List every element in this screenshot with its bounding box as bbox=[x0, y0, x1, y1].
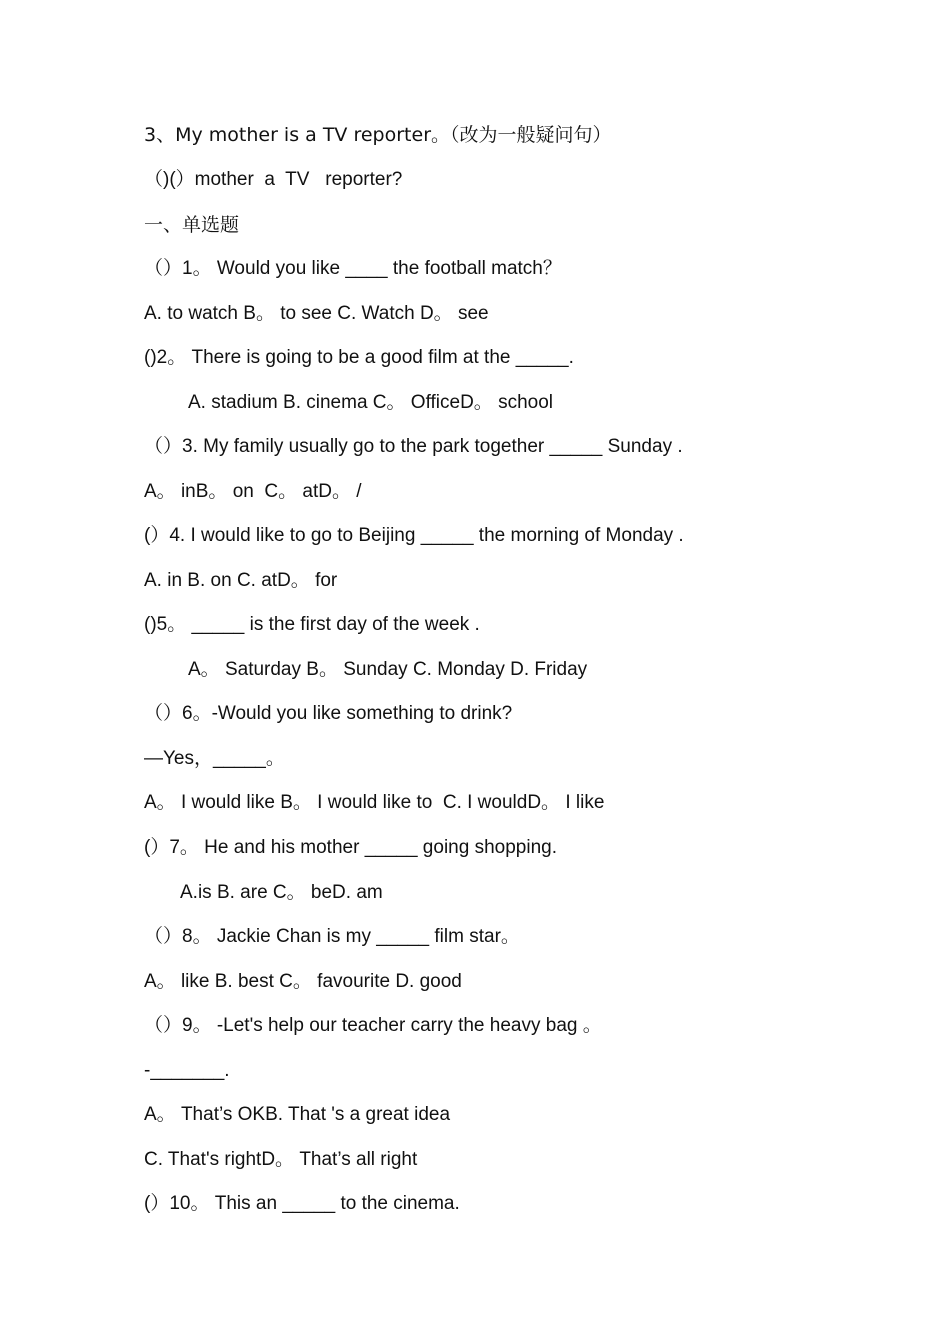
question-8-options: A。 like B. best C。 favourite D. good bbox=[144, 971, 462, 992]
question-9-dialog: -_______. bbox=[144, 1060, 230, 1081]
question-4-options: A. in B. on C. atD。 for bbox=[144, 570, 338, 591]
question-4: (）4. I would like to go to Beijing _____ the morning of Monday . bbox=[144, 525, 684, 546]
question-2: ()2。 There is going to be a good film at the _____. bbox=[144, 347, 574, 368]
question-9-options-ab: A。 That’s OKB. That 's a great idea bbox=[144, 1104, 451, 1125]
question-5-options: A。 Saturday B。 Sunday C. Monday D. Friday bbox=[188, 659, 588, 680]
question-6-dialog: —Yes，_____。 bbox=[144, 748, 285, 769]
question-3: （）3. My family usually go to the park together _____ Sunday . bbox=[144, 436, 683, 457]
question-9-options-cd: C. That's rightD。 That’s all right bbox=[144, 1149, 418, 1170]
question-1: （）1。 Would you like ____ the football match？ bbox=[144, 258, 562, 279]
question-3-options: A。 inB。 on C。 atD。 / bbox=[144, 481, 362, 502]
question-8: （）8。 Jackie Chan is my _____ film star。 bbox=[144, 926, 520, 947]
question-10: (）10。 This an _____ to the cinema. bbox=[144, 1193, 460, 1214]
question-rewrite-prompt: 3、My mother is a TV reporter。（改为一般疑问句） bbox=[144, 124, 612, 146]
question-1-options: A. to watch B。 to see C. Watch D。 see bbox=[144, 303, 489, 324]
question-6: （）6。-Would you like something to drink? bbox=[144, 703, 513, 724]
section-heading-single-choice: 一、单选题 bbox=[144, 214, 240, 236]
question-9: （）9。 -Let's help our teacher carry the heavy bag 。 bbox=[144, 1015, 602, 1036]
question-5: ()5。 _____ is the first day of the week . bbox=[144, 614, 480, 635]
question-2-options: A. stadium B. cinema C。 OfficeD。 school bbox=[188, 392, 553, 413]
question-6-options: A。 I would like B。 I would like to C. I wouldD。 I like bbox=[144, 792, 605, 813]
question-7-options: A.is B. are C。 beD. am bbox=[180, 882, 383, 903]
question-rewrite-answer: （)(）mother a TV reporter? bbox=[144, 169, 403, 190]
question-7: (）7。 He and his mother _____ going shopping. bbox=[144, 837, 557, 858]
